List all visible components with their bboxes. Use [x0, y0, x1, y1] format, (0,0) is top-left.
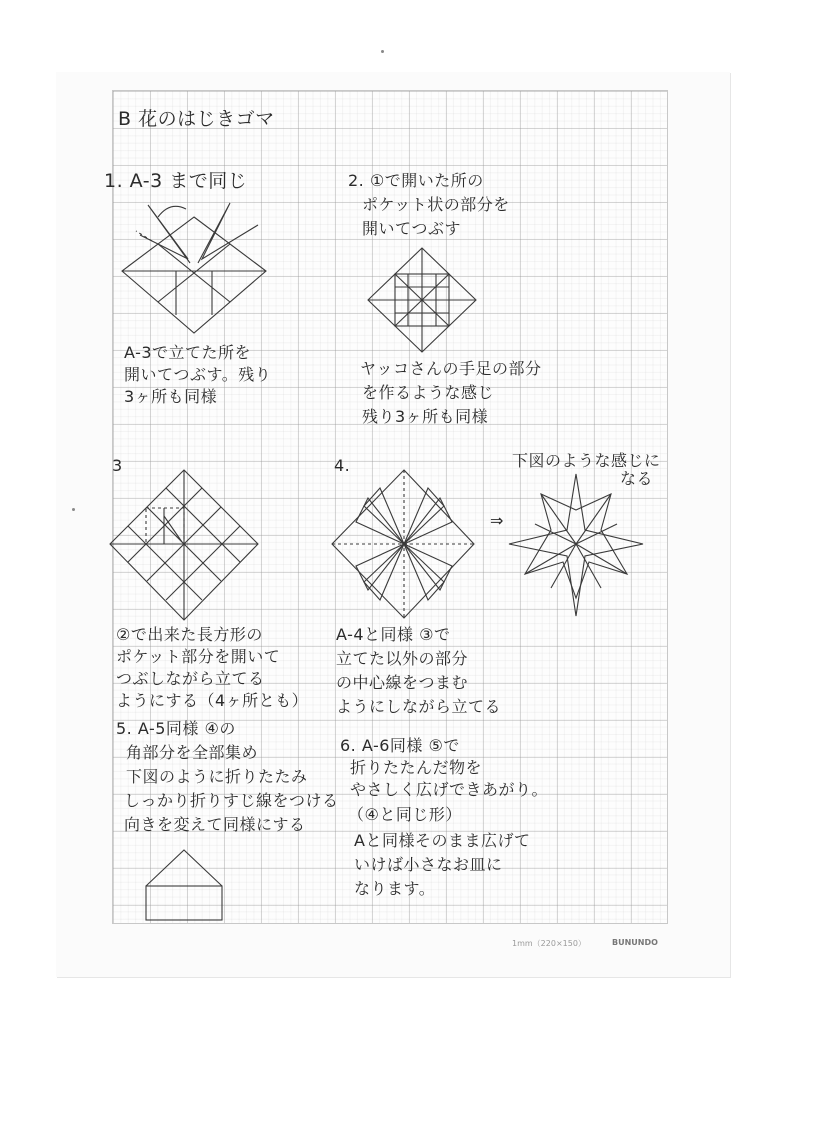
page-title: B 花のはじきゴマ — [118, 108, 275, 130]
step-6-line-2: 折りたたんだ物を — [350, 758, 483, 777]
step-3-diagram — [104, 468, 264, 623]
step-3-caption-3: つぶしながら立てる — [116, 669, 265, 688]
step-6-line-6: いけば小さなお皿に — [354, 855, 503, 874]
step-1-heading: 1. A-3 まで同じ — [104, 170, 248, 192]
step-5-line-4: しっかり折りすじ線をつける — [124, 791, 339, 810]
paper-brand-label: BUNUNDO — [612, 938, 658, 947]
step-6-line-5: Aと同様そのまま広げて — [354, 831, 531, 850]
step-4-caption-3: の中心線をつまむ — [336, 673, 469, 692]
step-2-heading-1: 2. ①で開いた所の — [348, 171, 484, 190]
paper-scale-label: 1mm（220×150） — [512, 939, 586, 948]
step-4-caption-4: ようにしながら立てる — [336, 697, 502, 716]
step-2-caption-1: ヤッコさんの手足の部分 — [360, 359, 542, 378]
step-1-diagram — [118, 195, 268, 335]
step-2-caption-3: 残り3ヶ所も同様 — [362, 407, 489, 426]
step-6-line-4: （④と同じ形） — [348, 805, 462, 824]
step-4-note-1: 下図のような感じに — [512, 451, 661, 470]
step-6-line-7: なります。 — [354, 879, 436, 898]
step-2-caption-2: を作るような感じ — [362, 383, 495, 402]
step-2-heading-3: 開いてつぶす — [362, 219, 462, 238]
step-2-diagram — [364, 244, 484, 354]
step-1-caption-2: 開いてつぶす。残り — [124, 365, 272, 384]
step-2-heading-2: ポケット状の部分を — [362, 195, 510, 214]
step-4-diagram — [328, 466, 478, 621]
scan-speck — [72, 508, 75, 511]
step-5-line-3: 下図のように折りたたみ — [126, 767, 308, 786]
step-3-caption-2: ポケット部分を開いて — [116, 647, 281, 666]
step-3-heading: 3 — [112, 456, 123, 475]
step-3-caption-4: ようにする（4ヶ所とも） — [116, 691, 309, 710]
step-5-diagram — [144, 846, 226, 924]
step-1-caption-3: 3ヶ所も同様 — [124, 387, 218, 406]
step-4-caption-2: 立てた以外の部分 — [336, 649, 469, 668]
step-4-result-diagram — [505, 470, 647, 620]
step-5-line-1: 5. A-5同様 ④の — [116, 719, 236, 738]
step-4-heading: 4. — [334, 456, 351, 475]
step-5-line-5: 向きを変えて同様にする — [124, 815, 306, 834]
step-5-line-2: 角部分を全部集め — [126, 743, 259, 762]
step-4-note-2: なる — [620, 469, 654, 488]
step-4-caption-1: A-4と同様 ③で — [336, 625, 451, 644]
step-6-line-3: やさしく広げできあがり。 — [350, 780, 549, 799]
step-1-caption-1: A-3で立てた所を — [124, 343, 252, 362]
step-3-caption-1: ②で出来た長方形の — [116, 625, 263, 644]
step-6-line-1: 6. A-6同様 ⑤で — [340, 736, 460, 755]
scan-speck — [381, 50, 384, 53]
step-4-arrow: ⇒ — [490, 511, 504, 530]
